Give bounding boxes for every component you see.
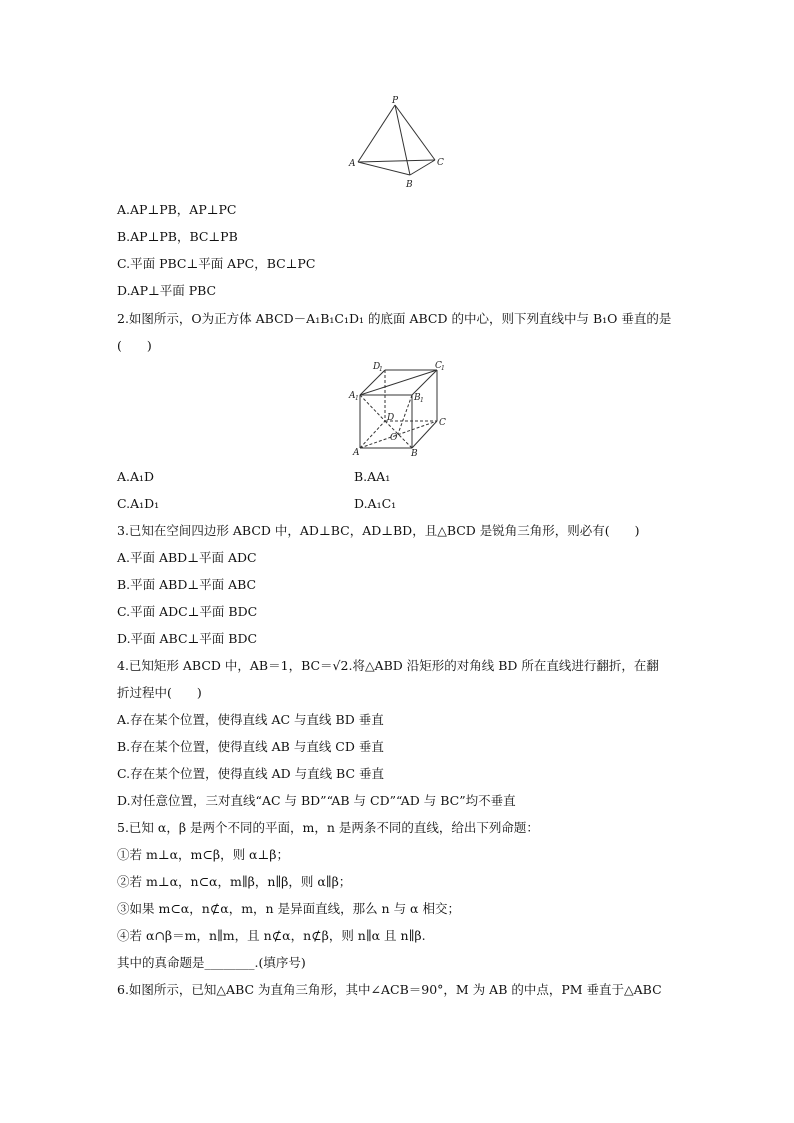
q4-option-d: D.对任意位置，三对直线“AC 与 BD”“AB 与 CD”“AD 与 BC”均不垂直 bbox=[117, 793, 516, 808]
q4-option-a: A.存在某个位置，使得直线 AC 与直线 BD 垂直 bbox=[117, 712, 384, 727]
q2-answer-blank: ( ) bbox=[117, 338, 152, 353]
label-C: C bbox=[437, 158, 444, 168]
label-B1-sub: 1 bbox=[420, 397, 424, 404]
label-B1: B bbox=[414, 393, 421, 403]
q5-prop-4: ④若 α∩β＝m，n∥m，且 n⊄α，n⊄β，则 n∥α 且 n∥β. bbox=[117, 928, 426, 943]
q2-option-c: C.A₁D₁ bbox=[117, 496, 160, 511]
cube-figure bbox=[345, 358, 450, 458]
q5-prop-3: ③如果 m⊂α，n⊄α，m，n 是异面直线，那么 n 与 α 相交； bbox=[117, 901, 460, 916]
label-C1: C bbox=[435, 361, 442, 371]
q1-option-d: D.AP⊥平面 PBC bbox=[117, 283, 217, 298]
label-D1-sub: 1 bbox=[379, 366, 383, 373]
q6-stem: 6.如图所示，已知△ABC 为直角三角形，其中∠ACB＝90°，M 为 AB 的中点，PM 垂直于△ABC bbox=[117, 982, 662, 997]
q4-option-c: C.存在某个位置，使得直线 AD 与直线 BC 垂直 bbox=[117, 766, 385, 781]
label-C: C bbox=[439, 418, 446, 428]
label-D: D bbox=[387, 413, 395, 423]
tetrahedron-figure bbox=[340, 95, 450, 190]
label-A1: A bbox=[349, 391, 356, 401]
label-B: B bbox=[411, 449, 418, 458]
q1-option-c: C.平面 PBC⊥平面 APC，BC⊥PC bbox=[117, 256, 316, 271]
q2-option-d: D.A₁C₁ bbox=[354, 496, 397, 511]
q2-stem: 2.如图所示，O为正方体 ABCD－A₁B₁C₁D₁ 的底面 ABCD 的中心，则下列直线中与 B₁O 垂直的是 bbox=[117, 311, 672, 326]
label-B: B bbox=[406, 180, 413, 190]
label-A: A bbox=[349, 159, 356, 169]
q4-option-b: B.存在某个位置，使得直线 AB 与直线 CD 垂直 bbox=[117, 739, 384, 754]
label-P: P bbox=[392, 96, 399, 106]
label-D1: D bbox=[373, 362, 381, 372]
label-O: O bbox=[390, 433, 398, 443]
q3-option-d: D.平面 ABC⊥平面 BDC bbox=[117, 631, 258, 646]
q3-stem: 3.已知在空间四边形 ABCD 中，AD⊥BC，AD⊥BD，且△BCD 是锐角三角形，则必有( ) bbox=[117, 523, 640, 538]
label-C1-sub: 1 bbox=[441, 365, 445, 372]
q5-prop-1: ①若 m⊥α，m⊂β，则 α⊥β； bbox=[117, 847, 289, 862]
q3-option-c: C.平面 ADC⊥平面 BDC bbox=[117, 604, 258, 619]
q4-stem-cont: 折过程中( ) bbox=[117, 685, 202, 700]
q5-prop-2: ②若 m⊥α，n⊂α，m∥β，n∥β，则 α∥β； bbox=[117, 874, 352, 889]
q2-option-a: A.A₁D bbox=[117, 469, 155, 484]
q4-stem: 4.已知矩形 ABCD 中，AB＝1，BC＝√2.将△ABD 沿矩形的对角线 BD 所在直线进行翻折，在翻 bbox=[117, 658, 659, 673]
q5-fill-blank: 其中的真命题是________.(填序号) bbox=[117, 955, 306, 970]
q5-stem: 5.已知 α，β 是两个不同的平面，m，n 是两条不同的直线，给出下列命题： bbox=[117, 820, 539, 835]
q3-option-b: B.平面 ABD⊥平面 ABC bbox=[117, 577, 257, 592]
q3-option-a: A.平面 ABD⊥平面 ADC bbox=[117, 550, 257, 565]
q1-option-a: A.AP⊥PB，AP⊥PC bbox=[117, 202, 237, 217]
q1-option-b: B.AP⊥PB，BC⊥PB bbox=[117, 229, 238, 244]
label-A: A bbox=[353, 448, 360, 458]
label-A1-sub: 1 bbox=[355, 395, 359, 402]
q2-option-b: B.AA₁ bbox=[354, 469, 391, 484]
